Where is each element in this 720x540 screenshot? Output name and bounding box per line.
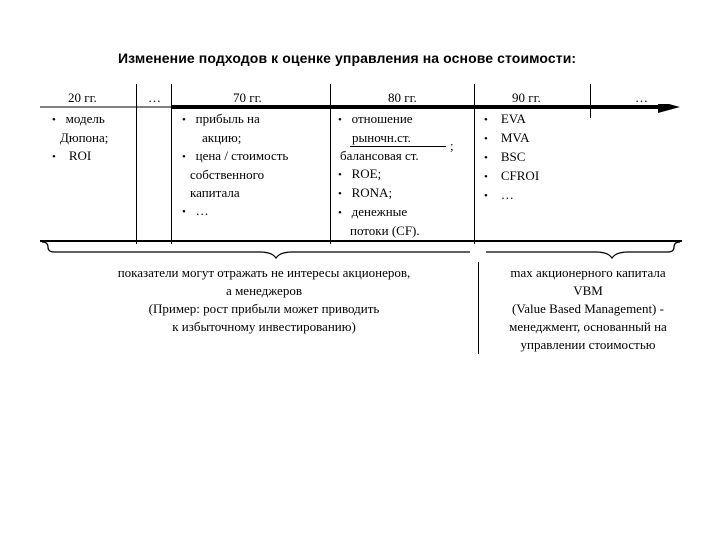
item-text: BSC xyxy=(500,149,526,164)
list-item xyxy=(484,167,539,186)
bullet-icon: • xyxy=(52,151,56,163)
item-text: ROI xyxy=(68,148,92,163)
bullet-icon: • xyxy=(52,114,56,126)
item-text: ROE; xyxy=(351,166,382,181)
item-text: денежные xyxy=(351,204,408,219)
list-item xyxy=(484,186,539,205)
item-text: … xyxy=(500,187,514,202)
list-item xyxy=(484,129,539,148)
list-item xyxy=(484,110,539,129)
col-70s xyxy=(182,110,288,221)
item-text: MVA xyxy=(500,130,530,145)
era-20s: 20 гг. xyxy=(68,90,97,105)
bottom-left-note xyxy=(60,264,468,336)
column-divider-5 xyxy=(590,84,591,118)
item-text: CFROI xyxy=(500,168,540,183)
bullet-icon: • xyxy=(338,114,342,126)
bullet-icon: • xyxy=(182,206,186,218)
column-divider-3 xyxy=(330,84,331,244)
era-gap-2: … xyxy=(635,90,648,105)
bullet-icon: • xyxy=(484,190,488,202)
column-divider-2 xyxy=(171,84,172,244)
note-line: показатели могут отражать не интересы акционеров, xyxy=(117,265,411,280)
list-item xyxy=(338,165,472,184)
item-text: Дюпона; xyxy=(60,130,109,145)
note-line: (Пример: рост прибыли может приводить xyxy=(148,301,380,316)
item-text: цена / стоимость xyxy=(195,148,289,163)
list-item xyxy=(182,147,288,166)
fraction-suffix: ; xyxy=(450,138,454,153)
item-text: потоки (CF). xyxy=(350,223,420,238)
item-text: модель xyxy=(65,111,105,126)
col-90s xyxy=(484,110,539,205)
era-80s: 80 гг. xyxy=(388,90,417,105)
bullet-icon: • xyxy=(484,114,488,126)
bottom-divider xyxy=(478,262,479,354)
item-text: капитала xyxy=(190,185,240,200)
bullet-icon: • xyxy=(338,188,342,200)
column-divider-1 xyxy=(136,84,137,244)
era-70s: 70 гг. xyxy=(233,90,262,105)
item-text: EVA xyxy=(500,111,526,126)
fraction-numerator: рыночн.ст. xyxy=(352,130,411,145)
list-item xyxy=(182,110,288,129)
list-item xyxy=(484,148,539,167)
item-text: акцию; xyxy=(202,130,242,145)
ratio-fraction xyxy=(338,129,472,165)
item-text: собственного xyxy=(190,167,265,182)
note-line: VBM xyxy=(573,283,603,298)
item-text: прибыль на xyxy=(195,111,260,126)
diagram-title: Изменение подходов к оценке управления на основе стоимости: xyxy=(118,50,577,66)
item-text: … xyxy=(195,203,209,218)
bullet-icon: • xyxy=(182,151,186,163)
list-item xyxy=(182,202,288,221)
note-line: а менеджеров xyxy=(226,283,302,298)
grouping-brace xyxy=(40,238,682,262)
col-20s xyxy=(52,110,108,166)
note-line: управлении стоимостью xyxy=(520,337,656,352)
bullet-icon: • xyxy=(182,114,186,126)
item-text: отношение xyxy=(351,111,413,126)
note-line: (Value Based Management) - xyxy=(512,301,664,316)
note-line: max акционерного капитала xyxy=(510,265,666,280)
note-line: к избыточному инвестированию) xyxy=(172,319,356,334)
list-item xyxy=(338,203,472,222)
item-text: RONA; xyxy=(351,185,393,200)
col-80s xyxy=(338,110,472,240)
bullet-icon: • xyxy=(338,207,342,219)
fraction-denominator: балансовая ст. xyxy=(340,148,419,163)
list-item xyxy=(52,110,108,129)
list-item xyxy=(338,110,472,129)
bullet-icon: • xyxy=(338,169,342,181)
column-divider-4 xyxy=(474,84,475,244)
list-item xyxy=(52,147,108,166)
note-line: менеджмент, основанный на xyxy=(509,319,667,334)
bottom-right-note xyxy=(484,264,692,354)
era-90s: 90 гг. xyxy=(512,90,541,105)
list-item xyxy=(338,184,472,203)
era-gap-1: … xyxy=(148,90,161,105)
bullet-icon: • xyxy=(484,133,488,145)
bullet-icon: • xyxy=(484,171,488,183)
bullet-icon: • xyxy=(484,152,488,164)
